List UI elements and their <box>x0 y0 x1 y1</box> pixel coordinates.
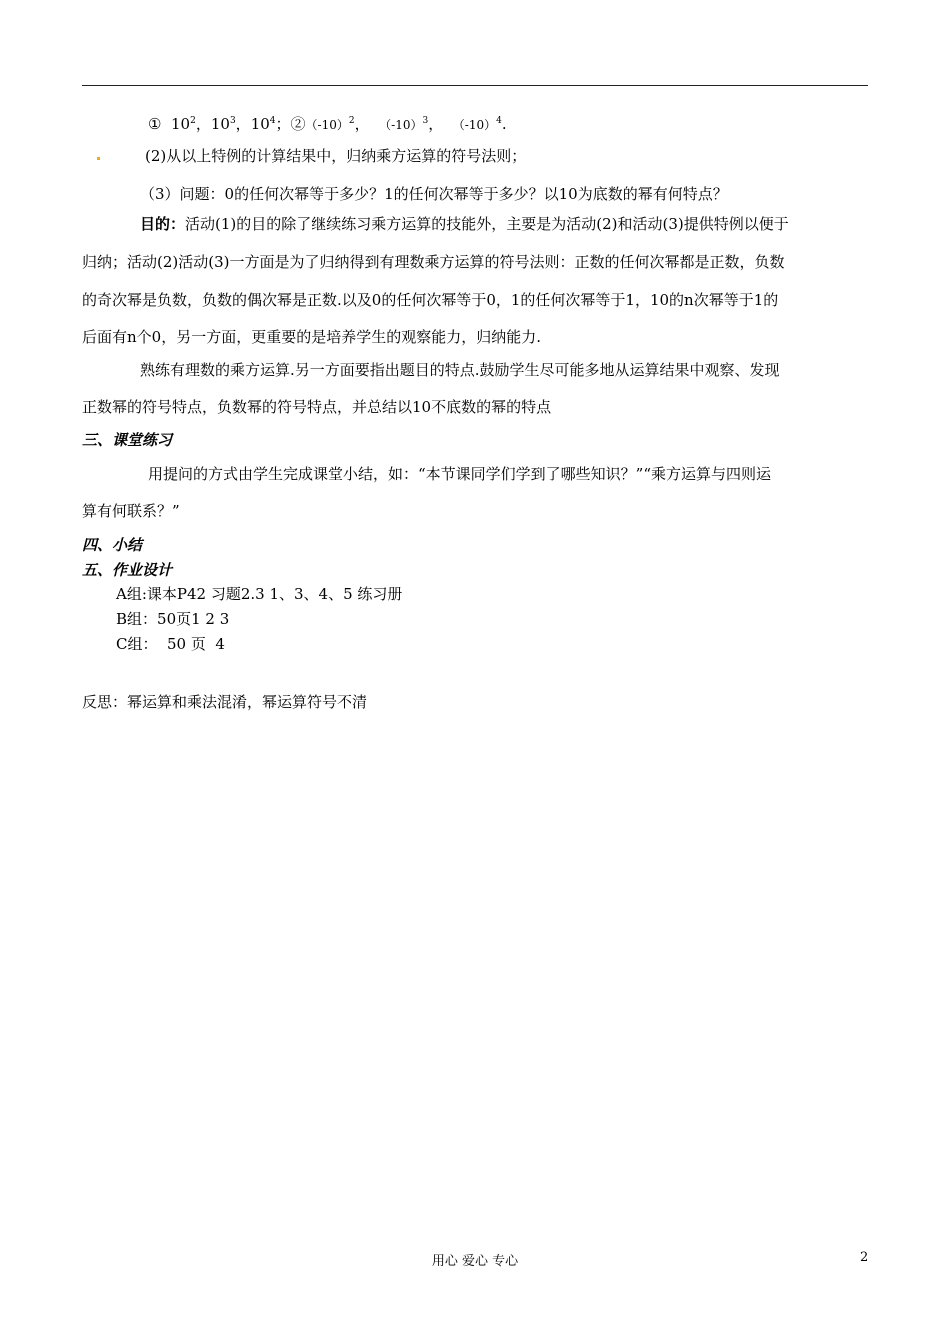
purpose-line-4: 后面有n个0，另一方面，更重要的是培养学生的观察能力，归纳能力. <box>82 328 541 346</box>
base-5: （-10） <box>379 118 423 132</box>
base-6: （-10） <box>452 118 497 132</box>
base-3: 10 <box>250 115 270 133</box>
practice-note-line-1: 熟练有理数的乘方运算.另一方面要指出题目的特点.鼓励学生尽可能多地从运算结果中观察、发现 <box>140 361 780 379</box>
section-4-heading: 四、小结 <box>82 536 143 554</box>
decor-dot <box>97 157 100 160</box>
purpose-line-2: 归纳；活动(2)活动(3)一方面是为了归纳得到有理数乘方运算的符号法则：正数的任何次幂都是正数，负数 <box>82 253 785 271</box>
section-3-line-2: 算有何联系？” <box>82 502 180 520</box>
sep-1: ， <box>195 115 211 133</box>
practice-note-line-2: 正数幂的符号特点，负数幂的符号特点，并总结以10不底数的幂的特点 <box>82 398 552 416</box>
base-1: 10 <box>171 115 191 133</box>
homework-item-b: B组：50页1 2 3 <box>116 610 230 628</box>
formula-line <box>148 114 507 135</box>
reflection: 反思：幂运算和乘法混淆，幂运算符号不清 <box>82 693 368 711</box>
formula-end: . <box>501 115 507 133</box>
footer-motto: 用心 爱心 专心 <box>431 1254 519 1269</box>
item-2: (2)从以上特例的计算结果中，归纳乘方运算的符号法则； <box>145 147 527 165</box>
sep-3: ； <box>275 115 291 133</box>
homework-item-c: C组： 50 页 4 <box>116 635 225 653</box>
purpose-line-1 <box>140 214 789 234</box>
section-5-heading: 五、作业设计 <box>82 561 173 579</box>
header-rule <box>82 85 868 86</box>
purpose-label: 目的： <box>140 215 186 233</box>
page-number: 2 <box>860 1250 869 1265</box>
homework-item-a: A组:课本P42 习题2.3 1、3、4、5 练习册 <box>116 585 403 603</box>
section-3-heading: 三、课堂练习 <box>82 431 173 449</box>
sep-5: ， <box>428 115 444 133</box>
base-4: （-10） <box>305 118 349 132</box>
exp-3: 4 <box>269 116 276 126</box>
base-2: 10 <box>210 115 230 133</box>
exp-5: 3 <box>422 116 429 126</box>
item-3: （3）问题：0的任何次幂等于多少？1的任何次幂等于多少？以10为底数的幂有何特点？ <box>140 185 728 203</box>
sep-2: ， <box>235 115 251 133</box>
exp-4: 2 <box>348 116 355 126</box>
exp-2: 3 <box>229 116 236 126</box>
purpose-line-3: 的奇次幂是负数，负数的偶次幂是正数.以及0的任何次幂等于0，1的任何次幂等于1，10的n次幂等于1的 <box>82 291 779 309</box>
exp-1: 2 <box>190 116 196 126</box>
sep-4: ， <box>354 115 370 133</box>
circle-1: ① <box>148 115 162 133</box>
purpose-text-1: 活动(1)的目的除了继续练习乘方运算的技能外，主要是为活动(2)和活动(3)提供特例以便于 <box>185 215 789 233</box>
exp-6: 4 <box>496 116 502 126</box>
circle-2: ② <box>290 115 306 133</box>
section-3-line-1: 用提问的方式由学生完成课堂小结，如：“本节课同学们学到了哪些知识？”“乘方运算与四则运 <box>148 465 772 483</box>
